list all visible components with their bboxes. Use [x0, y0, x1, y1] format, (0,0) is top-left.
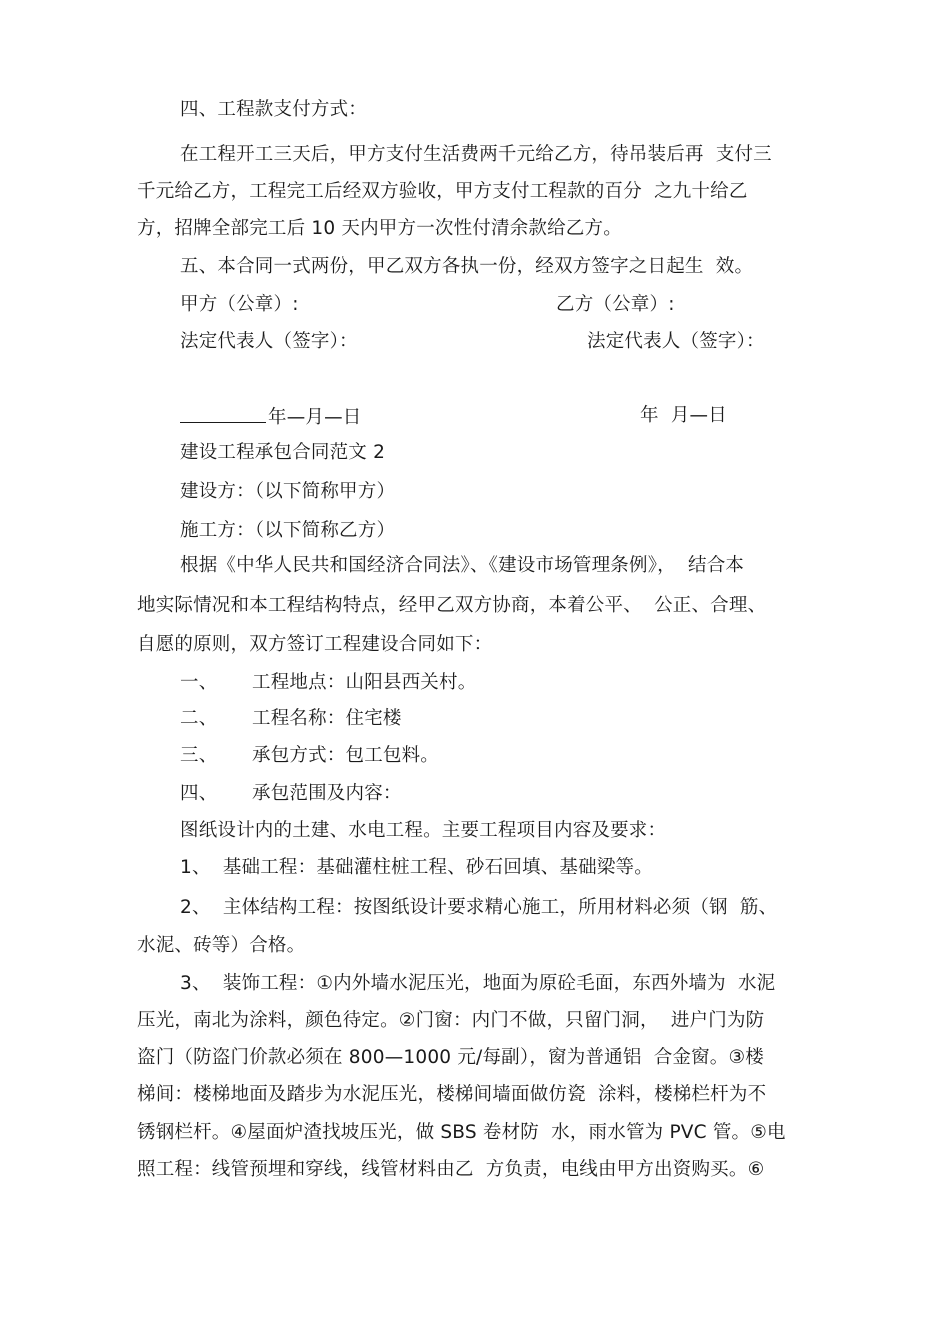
builder-party: 建设方：（以下简称甲方）	[180, 481, 396, 502]
paragraph-line: 千元给乙方，工程完工后经双方验收，甲方支付工程款的百分 之九十给乙	[137, 181, 748, 202]
item-text: 承包范围及内容：	[252, 783, 402, 804]
paragraph-line: 照工程：线管预埋和穿线，线管材料由乙 方负责，电线由甲方出资购买。⑥	[137, 1159, 765, 1180]
paragraph-line: 盗门（防盗门价款必须在 800—1000 元/每副），窗为普通铝 合金窗。③楼	[137, 1047, 764, 1068]
paragraph-line: 地实际情况和本工程结构特点，经甲乙双方协商，本着公平、 公正、合理、	[137, 595, 767, 616]
sub-item-1: 1、 基础工程：基础灌柱桩工程、砂石回填、基础梁等。	[180, 857, 653, 878]
item-text: 承包方式：包工包料。	[252, 745, 440, 766]
paragraph-line: 梯间：楼梯地面及踏步为水泥压光，楼梯间墙面做仿瓷 涂料，楼梯栏杆为不	[137, 1084, 767, 1105]
item-text: 工程地点：山阳县西关村。	[252, 672, 477, 693]
item-label: 三、	[180, 745, 218, 766]
date-left	[180, 404, 362, 430]
section-heading-payment: 四、工程款支付方式：	[180, 99, 368, 120]
date-left-text: 年—月—日	[268, 407, 362, 428]
paragraph-line: 在工程开工三天后，甲方支付生活费两千元给乙方，待吊装后再 支付三	[180, 144, 772, 165]
item-label: 二、	[180, 708, 218, 729]
contractor-party: 施工方：（以下简称乙方）	[180, 520, 396, 541]
paragraph-line: 3、 装饰工程：①内外墙水泥压光，地面为原砼毛面，东西外墙为 水泥	[180, 973, 776, 994]
item-label: 四、	[180, 783, 218, 804]
paragraph-line: 2、 主体结构工程：按图纸设计要求精心施工，所用材料必须（钢 筋、	[180, 897, 778, 918]
party-a-seal-label: 甲方（公章）:	[180, 294, 299, 315]
paragraph-line: 压光，南北为涂料，颜色待定。②门窗：内门不做，只留门洞， 进户门为防	[137, 1010, 765, 1031]
paragraph-line: 根据《中华人民共和国经济合同法》、《建设市场管理条例》， 结合本	[180, 555, 745, 576]
paragraph-line: 自愿的原则，双方签订工程建设合同如下：	[137, 634, 493, 655]
scope-intro: 图纸设计内的土建、水电工程。主要工程项目内容及要求：	[180, 820, 667, 841]
paragraph-line: 锈钢栏杆。④屋面炉渣找坡压光，做 SBS 卷材防 水，雨水管为 PVC 管。⑤电	[137, 1122, 786, 1143]
paragraph-line: 方，招牌全部完工后 10 天内甲方一次性付清余款给乙方。	[137, 218, 622, 239]
date-right: 年 月—日	[640, 405, 727, 426]
contract-title: 建设工程承包合同范文 2	[180, 442, 386, 463]
item-label: 一、	[180, 672, 218, 693]
party-b-rep-label: 法定代表人（签字）：	[587, 331, 765, 352]
paragraph-line: 水泥、砖等）合格。	[137, 935, 306, 956]
item-text: 工程名称：住宅楼	[252, 708, 402, 729]
party-b-seal-label: 乙方（公章）:	[556, 294, 675, 315]
party-a-rep-label: 法定代表人（签字）：	[180, 331, 358, 352]
section-five: 五、本合同一式两份，甲乙双方各执一份，经双方签字之日起生 效。	[180, 256, 754, 277]
date-blank-line	[180, 404, 266, 423]
